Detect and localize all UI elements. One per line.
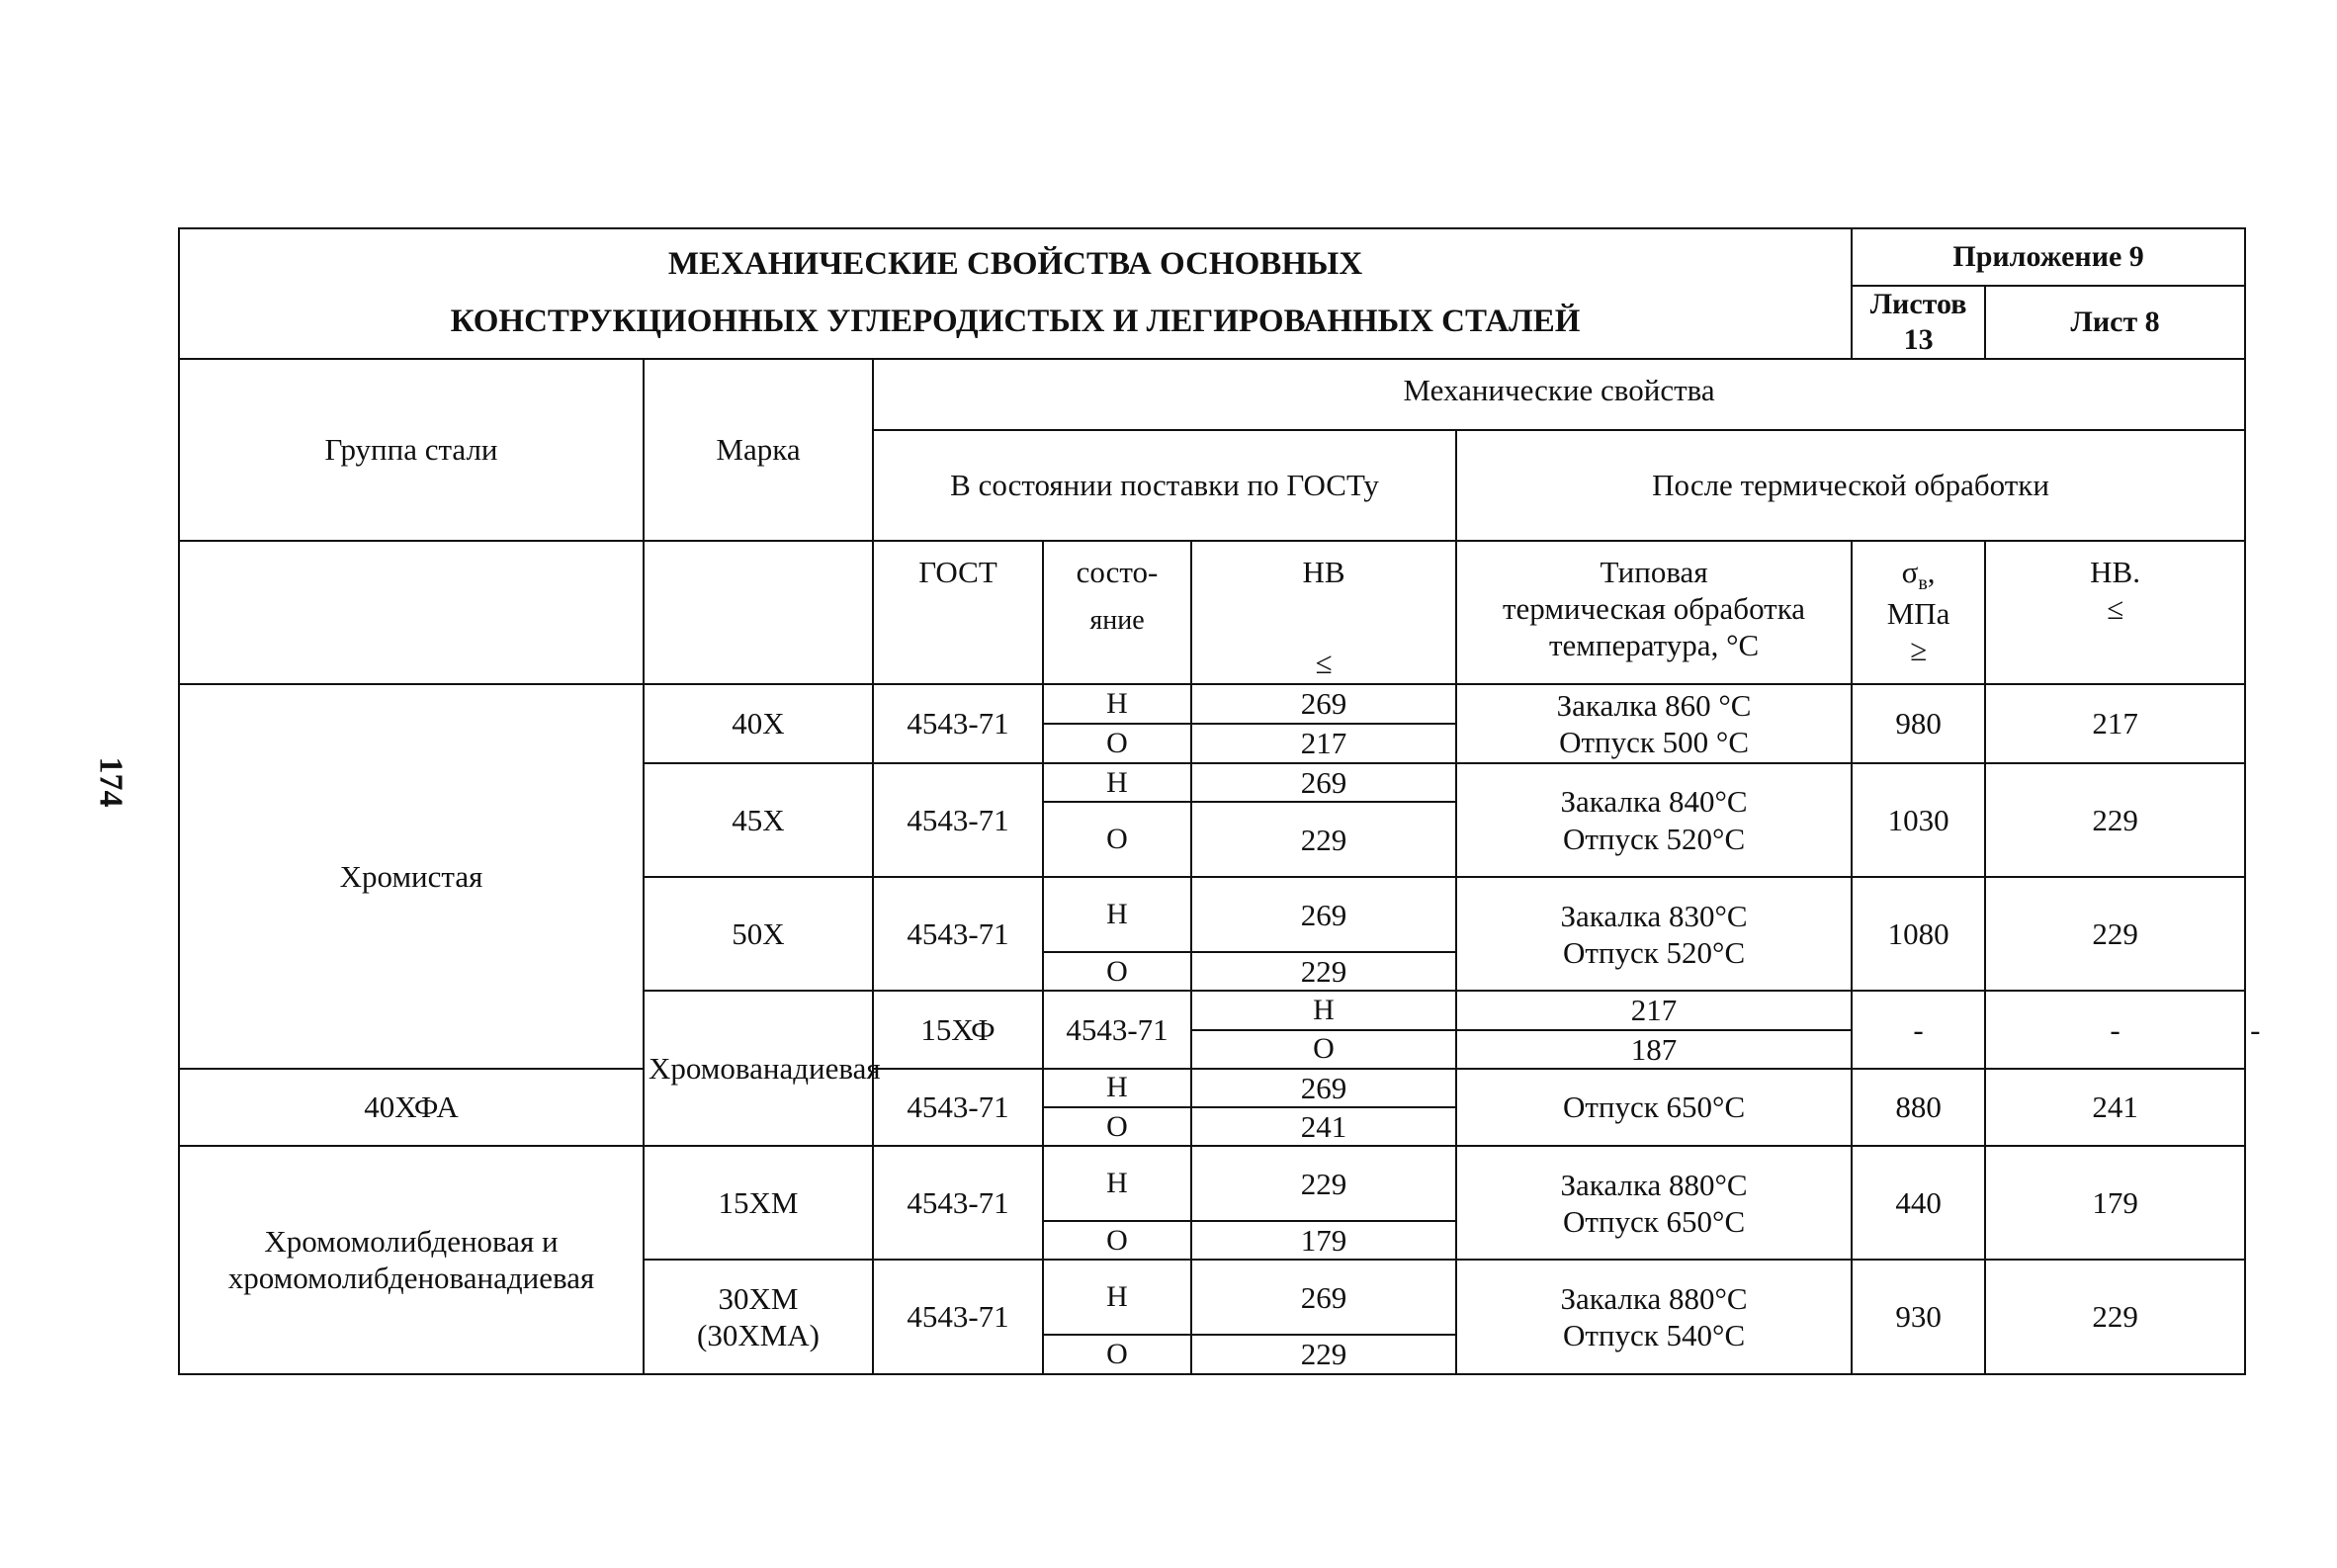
grade-cell: 15ХФ xyxy=(873,991,1043,1068)
header-hb-label: НВ xyxy=(1302,555,1345,589)
header-hb-le: ≤ xyxy=(1315,645,1333,680)
sigma-cell: 880 xyxy=(1852,1069,1985,1146)
sigma-cell: 930 xyxy=(1852,1260,1985,1373)
gost-cell: 4543-71 xyxy=(873,1146,1043,1260)
header-grade: Марка xyxy=(644,359,873,541)
hb2-cell: 217 xyxy=(1985,684,2245,763)
gost-cell: 4543-71 xyxy=(873,1069,1043,1146)
sigma-cell: 980 xyxy=(1852,684,1985,763)
header-after-heat: После термической обработки xyxy=(1456,430,2245,541)
state-cell: О xyxy=(1043,802,1191,877)
state-cell: О xyxy=(1043,1107,1191,1146)
gost-cell: 4543-71 xyxy=(873,1260,1043,1373)
hb-cell: 229 xyxy=(1191,802,1456,877)
header-mech-props: Механические свойства xyxy=(873,359,2245,430)
hb2-cell: 229 xyxy=(1985,877,2245,991)
gost-cell: 4543-71 xyxy=(1043,991,1191,1068)
hb-cell: 187 xyxy=(1456,1030,1852,1069)
hb-cell: 229 xyxy=(1191,1335,1456,1373)
sigma-unit: , МПа ≥ xyxy=(1886,555,1950,668)
mechanical-properties-table: МЕХАНИЧЕСКИЕ СВОЙСТВА ОСНОВНЫХ КОНСТРУКЦИОННЫХ УГЛЕРОДИСТЫХ И ЛЕГИРОВАННЫХ СТАЛЕЙ Приложение 9 Листов 13 Лист 8 Группа стали Марка Механические свойства В состоянии поставки по ГОСТу После термической обработки ГОСТ состо- яние НВ ≤ Типовая термическая обработка температура, °С $\sigma_в$, МПа ≥ НВ. ≤ Хромистая 40Х 4543-71 Н 269 Закалка 860 °С Отпуск 500 °С 980 217 О 217 45Х 4543-71 Н 269 Закалка 840°С Отпуск 520°С 1030 229 О 229 50Х 4543-71 Н 269 Закалка 830°С Отпуск 520°С 1080 229 О 229 Хромованадиевая 15ХФ 4543-71 Н 217 - - - О 187 40ХФА 4543-71 Н 269 Отпуск 650°С 880 241 О 241 Хромомолибденовая и хромомолибденованадиевая 15ХМ 4543-71 Н 229 Закалка 880°С Отпуск 650°С 440 179 О 179 30ХМ (30ХМА) 4543-71 Н 269 Закалка 880°С Отпуск 540°С 930 229 О 229 xyxy=(178,227,2246,1375)
grade-cell: 15ХМ xyxy=(644,1146,873,1260)
hb2-cell: 229 xyxy=(1985,763,2245,877)
group-chrome-moly: Хромомолибденовая и хромомолибденованадиевая xyxy=(179,1146,644,1373)
state-cell: Н xyxy=(1043,1146,1191,1221)
treatment-cell: Закалка 880°С Отпуск 650°С xyxy=(1456,1146,1852,1260)
treatment-cell: Отпуск 650°С xyxy=(1456,1069,1852,1146)
state-cell: Н xyxy=(1043,877,1191,952)
header-empty-1 xyxy=(179,541,644,684)
header-state xyxy=(1043,541,1191,684)
state-cell: О xyxy=(1043,1221,1191,1260)
state-cell: О xyxy=(1043,952,1191,991)
sigma-cell: 1080 xyxy=(1852,877,1985,991)
state-cell: О xyxy=(1043,724,1191,763)
grade-cell: 30ХМ (30ХМА) xyxy=(644,1260,873,1373)
header-empty-2 xyxy=(644,541,873,684)
sigma-cell: 1030 xyxy=(1852,763,1985,877)
header-hb xyxy=(1191,541,1456,684)
hb2-cell: 229 xyxy=(1985,1260,2245,1373)
state-cell: О xyxy=(1043,1335,1191,1373)
grade-cell: 40ХФА xyxy=(179,1069,644,1146)
table-title xyxy=(179,228,1852,359)
state-cell: О xyxy=(1191,1030,1456,1069)
header-sigma xyxy=(1852,541,1985,684)
hb-cell: 179 xyxy=(1191,1221,1456,1260)
treatment-cell: Закалка 840°С Отпуск 520°С xyxy=(1456,763,1852,877)
header-gost: ГОСТ xyxy=(873,541,1043,684)
hb-cell: 217 xyxy=(1191,724,1456,763)
group-chrome-vanadium: Хромованадиевая xyxy=(644,991,873,1146)
hb-cell: 241 xyxy=(1191,1107,1456,1146)
hb-cell: 229 xyxy=(1191,1146,1456,1221)
grade-cell: 40Х xyxy=(644,684,873,763)
appendix-label: Приложение 9 xyxy=(1852,228,2245,286)
state-cell: Н xyxy=(1191,991,1456,1029)
sigma-subscript: в xyxy=(1918,572,1928,595)
hb-cell: 229 xyxy=(1191,952,1456,991)
hb2-cell: 241 xyxy=(1985,1069,2245,1146)
sigma-cell: 440 xyxy=(1852,1146,1985,1260)
sigma-cell: - xyxy=(1985,991,2245,1068)
group-chrome: Хромистая xyxy=(179,684,644,1069)
grade-cell: 45Х xyxy=(644,763,873,877)
hb-cell: 269 xyxy=(1191,1069,1456,1107)
page-number: 174 xyxy=(92,756,130,808)
sigma-symbol: σ xyxy=(1901,555,1919,589)
hb-cell: 269 xyxy=(1191,763,1456,802)
grade-cell: 50Х xyxy=(644,877,873,991)
hb-cell: 269 xyxy=(1191,1260,1456,1335)
header-delivery: В состоянии поставки по ГОСТу xyxy=(873,430,1456,541)
sheets-total: Листов 13 xyxy=(1852,286,1985,359)
header-hb2: НВ. ≤ xyxy=(1985,541,2245,684)
hb-cell: 269 xyxy=(1191,877,1456,952)
treatment-cell: Закалка 830°С Отпуск 520°С xyxy=(1456,877,1852,991)
header-state-line1: состо- xyxy=(1076,555,1159,589)
state-cell: Н xyxy=(1043,1069,1191,1107)
state-cell: Н xyxy=(1043,684,1191,724)
state-cell: Н xyxy=(1043,763,1191,802)
gost-cell: 4543-71 xyxy=(873,684,1043,763)
gost-cell: 4543-71 xyxy=(873,763,1043,877)
hb2-cell: 179 xyxy=(1985,1146,2245,1260)
title-line-1: МЕХАНИЧЕСКИЕ СВОЙСТВА ОСНОВНЫХ xyxy=(667,246,1363,283)
treatment-cell: Закалка 880°С Отпуск 540°С xyxy=(1456,1260,1852,1373)
header-state-line2: яние xyxy=(1089,605,1145,637)
treatment-cell: Закалка 860 °С Отпуск 500 °С xyxy=(1456,684,1852,763)
gost-cell: 4543-71 xyxy=(873,877,1043,991)
treatment-cell: - xyxy=(1852,991,1985,1068)
header-treatment: Типовая термическая обработка температура, °С xyxy=(1456,541,1852,684)
hb-cell: 269 xyxy=(1191,684,1456,724)
header-group: Группа стали xyxy=(179,359,644,541)
sheet-number: Лист 8 xyxy=(1985,286,2245,359)
hb-cell: 217 xyxy=(1456,991,1852,1029)
state-cell: Н xyxy=(1043,1260,1191,1335)
title-line-2: КОНСТРУКЦИОННЫХ УГЛЕРОДИСТЫХ И ЛЕГИРОВАННЫХ СТАЛЕЙ xyxy=(450,304,1581,339)
